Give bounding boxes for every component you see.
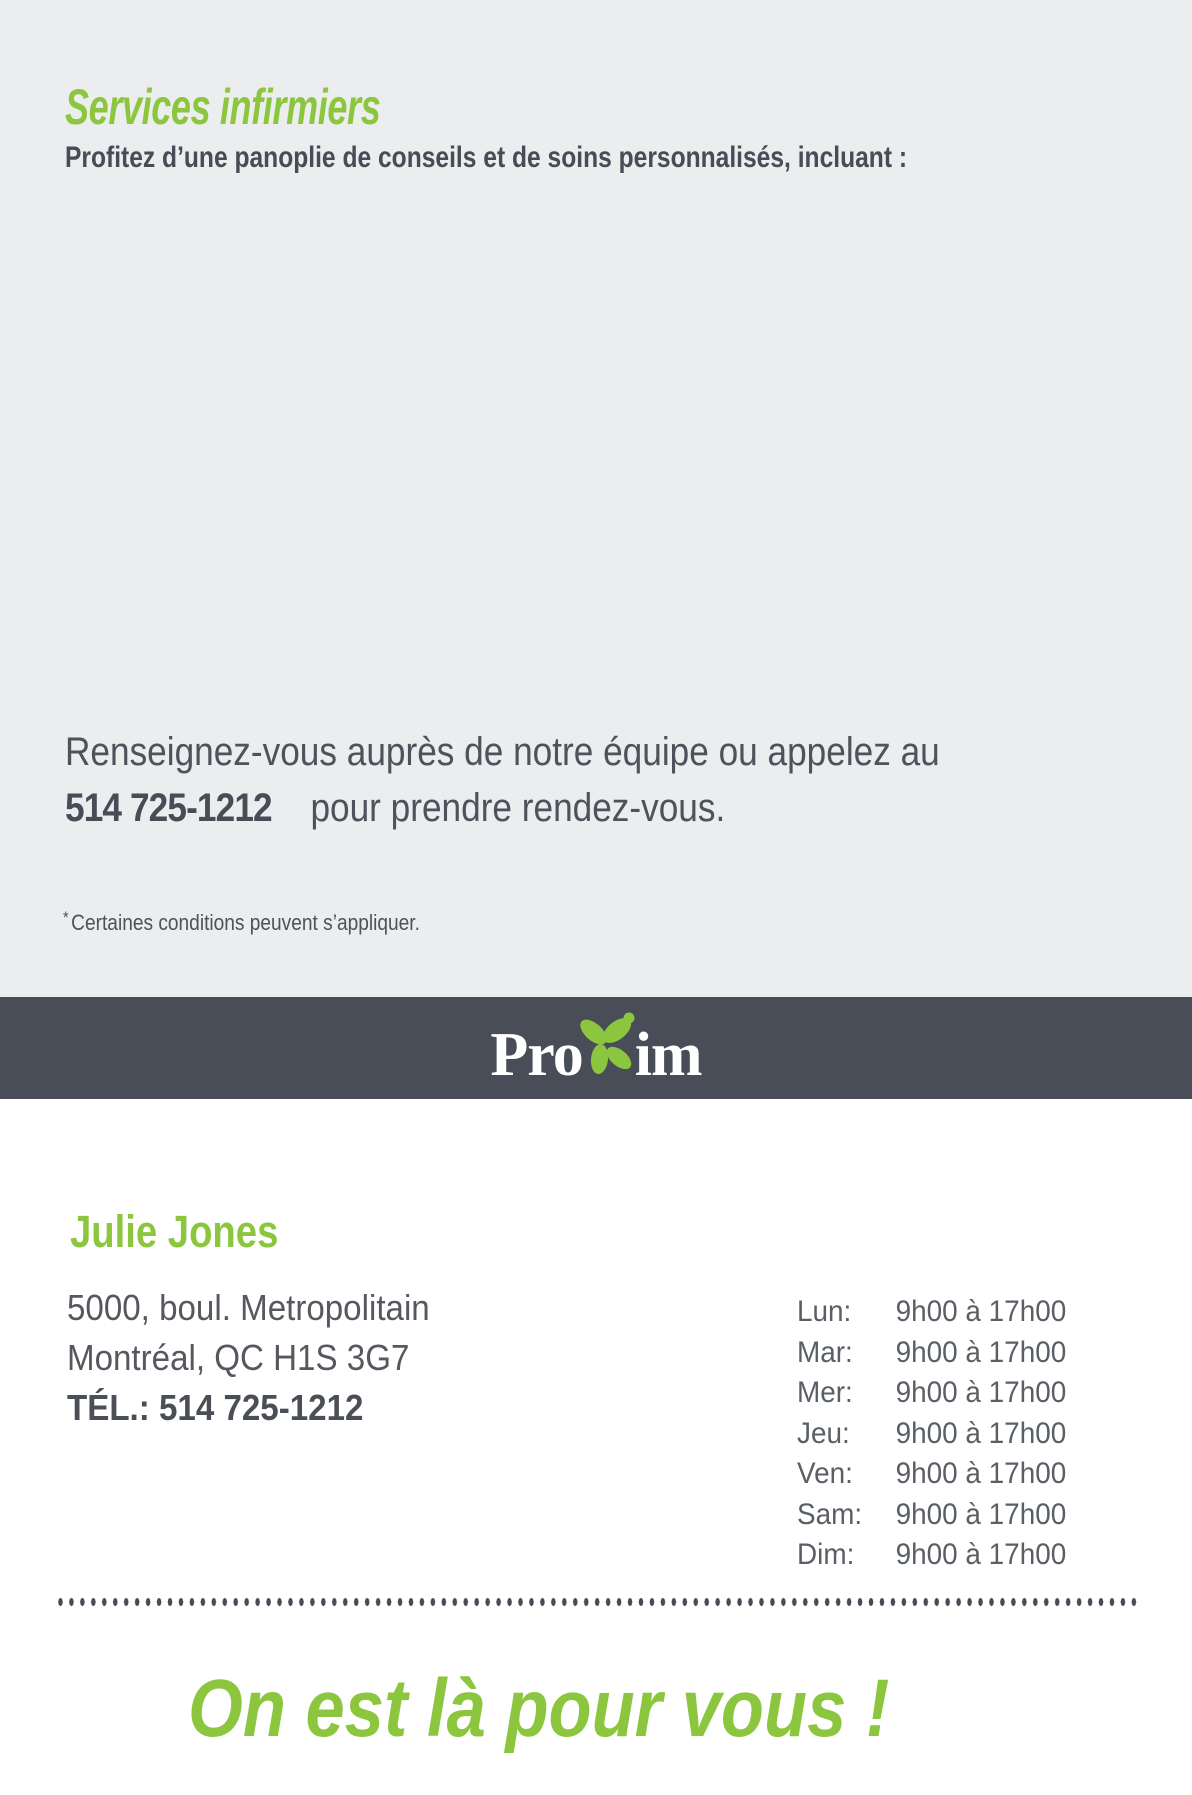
contact-line-1: Renseignez-vous auprès de notre équipe ou appelez au bbox=[65, 730, 940, 774]
brand-band bbox=[0, 997, 1192, 1099]
time-value: 9h00 à 17h00 bbox=[895, 1497, 1067, 1531]
logo-text-im: im bbox=[634, 1020, 702, 1089]
hours-row bbox=[797, 1495, 1066, 1536]
hours-row bbox=[797, 1373, 1066, 1414]
store-phone-line: TÉL.: 514 725-1212 bbox=[67, 1387, 364, 1428]
day-label: Lun: bbox=[797, 1295, 852, 1328]
store-address bbox=[67, 1283, 430, 1433]
contact-info bbox=[65, 724, 940, 836]
slogan-text: On est là pour vous ! bbox=[188, 1663, 890, 1754]
time-value: 9h00 à 17h00 bbox=[895, 1457, 1067, 1490]
day-label: Sam: bbox=[797, 1497, 863, 1531]
time-value: 9h00 à 17h00 bbox=[895, 1295, 1067, 1328]
services-subtitle: Profitez d’une panoplie de conseils et de soins personnalisés, incluant : bbox=[65, 141, 908, 174]
proxim-logo bbox=[490, 1011, 702, 1089]
hours-row bbox=[797, 1333, 1066, 1374]
day-label: Ven: bbox=[797, 1457, 853, 1490]
contact-line-2 bbox=[65, 780, 940, 836]
time-value: 9h00 à 17h00 bbox=[895, 1376, 1067, 1409]
proxim-flower-x-icon bbox=[580, 1011, 636, 1075]
contact-phone-number: 514 725-1212 bbox=[65, 786, 272, 830]
day-label: Mar: bbox=[797, 1335, 853, 1369]
contact-line-2-text: pour prendre rendez-vous. bbox=[310, 786, 726, 830]
address-line-2: Montréal, QC H1S 3G7 bbox=[67, 1337, 410, 1378]
day-label: Mer: bbox=[797, 1376, 853, 1409]
hours-row bbox=[797, 1454, 1066, 1495]
hours-row bbox=[797, 1292, 1066, 1333]
hours-row bbox=[797, 1535, 1066, 1576]
day-label: Dim: bbox=[797, 1538, 855, 1571]
address-line-1: 5000, boul. Metropolitain bbox=[67, 1287, 430, 1328]
logo-text-pro: Pro bbox=[490, 1020, 583, 1089]
conditions-note bbox=[63, 908, 420, 936]
hours-row bbox=[797, 1414, 1066, 1455]
conditions-text: Certaines conditions peuvent s’appliquer. bbox=[71, 910, 420, 935]
day-label: Jeu: bbox=[797, 1416, 850, 1450]
pharmacist-name: Julie Jones bbox=[70, 1206, 279, 1257]
opening-hours-list bbox=[797, 1292, 1066, 1576]
services-title: Services infirmiers bbox=[65, 79, 381, 135]
asterisk-mark: * bbox=[63, 908, 69, 927]
time-value: 9h00 à 17h00 bbox=[895, 1416, 1067, 1450]
dotted-separator bbox=[55, 1597, 1140, 1607]
time-value: 9h00 à 17h00 bbox=[895, 1335, 1067, 1369]
time-value: 9h00 à 17h00 bbox=[895, 1538, 1067, 1571]
